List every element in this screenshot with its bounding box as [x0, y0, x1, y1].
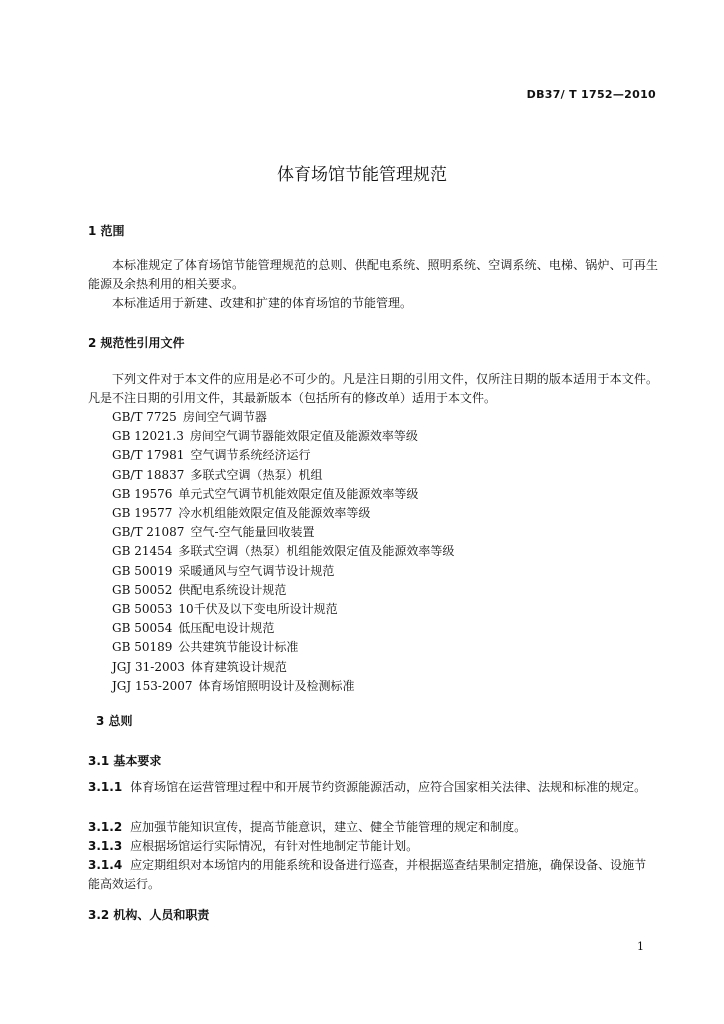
reference-name: 房间空气调节器能效限定值及能源效率等级 [189, 429, 418, 444]
reference-code: JGJ 153-2007 [112, 678, 193, 693]
reference-name: 多联式空调（热泵）机组 [190, 467, 323, 482]
clause-3-1-4 [88, 856, 658, 894]
reference-name: 空气-空气能量回收装置 [190, 525, 315, 540]
reference-code: GB 50053 [112, 602, 173, 617]
section-3-heading: 3 总则 [96, 714, 133, 728]
reference-item [112, 600, 454, 619]
reference-name: 供配电系统设计规范 [178, 582, 287, 597]
clause-number: 3.1.3 [88, 839, 123, 853]
section-1-paragraph-1: 本标准规定了体育场馆节能管理规范的总则、供配电系统、照明系统、空调系统、电梯、锅炉、可再生能源及余热利用的相关要求。 [88, 258, 658, 291]
reference-code: GB 12021.3 [112, 429, 184, 444]
reference-name: 体育建筑设计规范 [190, 659, 287, 674]
reference-item [112, 562, 454, 581]
reference-code: GB 21454 [112, 544, 173, 559]
reference-name: 公共建筑节能设计标准 [178, 640, 299, 655]
clause-text: 应根据场馆运行实际情况，有针对性地制定节能计划。 [130, 839, 419, 853]
page-number: 1 [637, 940, 644, 953]
reference-code: GB/T 17981 [112, 448, 185, 463]
section-1-heading: 1 范围 [88, 224, 125, 238]
clause-3-1-1 [88, 778, 658, 797]
reference-name: 多联式空调（热泵）机组能效限定值及能源效率等级 [178, 544, 455, 559]
section-3-2-heading: 3.2 机构、人员和职责 [88, 908, 210, 922]
reference-item [112, 446, 454, 465]
reference-code: GB/T 21087 [112, 525, 185, 540]
reference-list [112, 408, 454, 696]
reference-item [112, 466, 454, 485]
reference-item [112, 658, 454, 677]
section-3-1-heading: 3.1 基本要求 [88, 754, 162, 768]
clause-number: 3.1.1 [88, 780, 123, 794]
reference-code: GB 50052 [112, 582, 173, 597]
reference-name: 低压配电设计规范 [178, 621, 275, 636]
reference-code: JGJ 31-2003 [112, 659, 185, 674]
reference-item [112, 427, 454, 446]
clause-text: 应加强节能知识宣传，提高节能意识，建立、健全节能管理的规定和制度。 [130, 820, 527, 834]
reference-item [112, 619, 454, 638]
clause-3-1-2 [88, 818, 658, 837]
clause-text: 应定期组织对本场馆内的用能系统和设备进行巡查，并根据巡查结果制定措施，确保设备、设施节能高效运行。 [88, 858, 647, 891]
document-title: 体育场馆节能管理规范 [277, 165, 447, 185]
reference-item [112, 677, 454, 696]
reference-item [112, 408, 454, 427]
reference-name: 体育场馆照明设计及检测标准 [198, 678, 355, 693]
reference-item [112, 485, 454, 504]
reference-code: GB/T 7725 [112, 410, 177, 424]
reference-code: GB 50054 [112, 621, 173, 636]
reference-item [112, 581, 454, 600]
clause-text: 体育场馆在运营管理过程中和开展节约资源能源活动，应符合国家相关法律、法规和标准的规定。 [130, 780, 647, 794]
section-1-paragraph-2: 本标准适用于新建、改建和扩建的体育场馆的节能管理。 [112, 296, 413, 310]
clause-number: 3.1.4 [88, 858, 123, 872]
reference-name: 10千伏及以下变电所设计规范 [178, 602, 338, 617]
reference-name: 空气调节系统经济运行 [190, 448, 311, 463]
reference-name: 单元式空气调节机能效限定值及能源效率等级 [178, 486, 419, 501]
section-2-heading: 2 规范性引用文件 [88, 336, 185, 350]
section-2-paragraph-1: 下列文件对于本文件的应用是必不可少的。凡是注日期的引用文件，仅所注日期的版本适用于本文件。凡是不注日期的引用文件，其最新版本（包括所有的修改单）适用于本文件。 [88, 372, 658, 405]
reference-name: 冷水机组能效限定值及能源效率等级 [178, 506, 371, 521]
reference-item [112, 523, 454, 542]
reference-code: GB 19577 [112, 506, 173, 521]
clause-3-1-3 [88, 837, 658, 856]
reference-code: GB 19576 [112, 486, 173, 501]
reference-code: GB 50019 [112, 563, 173, 578]
reference-item [112, 542, 454, 561]
reference-code: GB 50189 [112, 640, 173, 655]
document-code: DB37/ T 1752—2010 [526, 88, 656, 101]
reference-item [112, 504, 454, 523]
reference-name: 房间空气调节器 [182, 410, 267, 424]
reference-name: 采暖通风与空气调节设计规范 [178, 563, 335, 578]
reference-item [112, 638, 454, 657]
clause-number: 3.1.2 [88, 820, 123, 834]
reference-code: GB/T 18837 [112, 467, 185, 482]
